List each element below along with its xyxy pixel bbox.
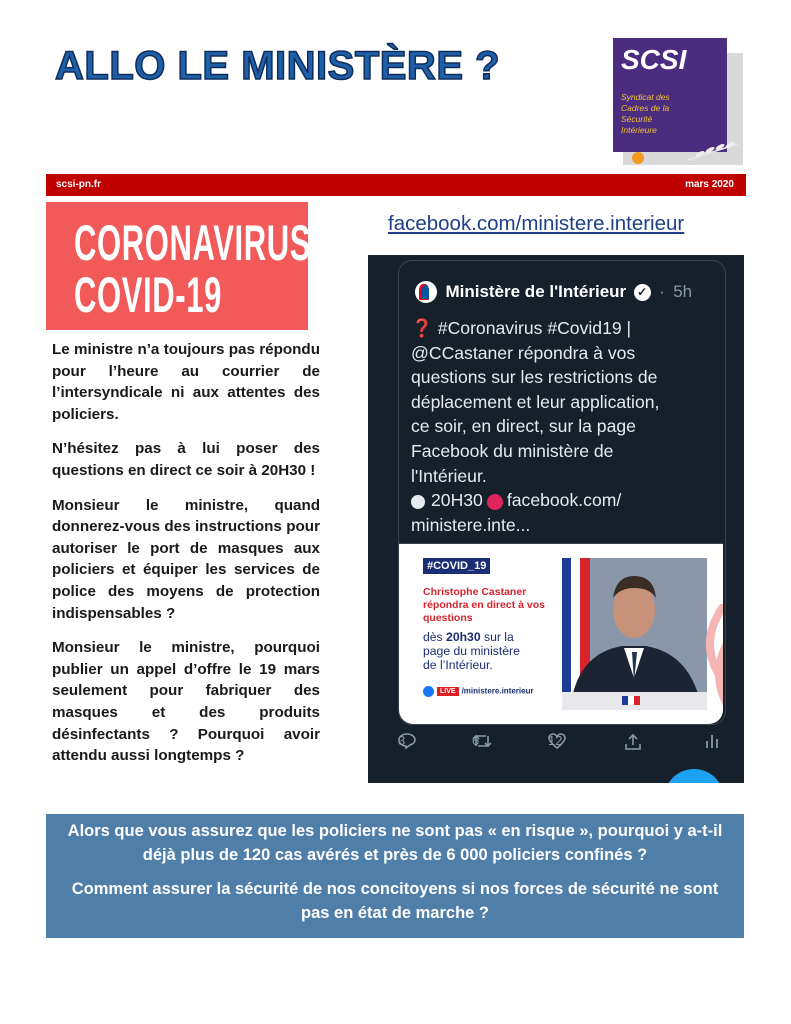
hashtag-label: #COVID_19 (423, 558, 490, 574)
banner-line-1: CORONAVIRUS (74, 215, 312, 271)
tweet-header (415, 281, 692, 307)
paragraph: Monsieur le ministre, quand donnerez-vous des instructions pour autoriser le port de masques aux policiers et équiper les services de police des moyens de protection indispensables ? (52, 496, 320, 622)
header-bar (46, 174, 746, 196)
tweet-line: l'Intérieur. (411, 465, 487, 486)
media-headline-line: questions (423, 612, 473, 624)
media-subtext-line: de l’Intérieur. (423, 658, 493, 672)
share-icon (624, 733, 642, 751)
paragraph: Monsieur le ministre, pourquoi publier un appel d’offre le 19 mars seulement pour fabriquer des masques et des produits désinfectants ? Pourquoi avoir attendu aussi longtemps ? (52, 639, 320, 765)
logo-line: Intérieure (621, 125, 657, 135)
tweet-time-dot: · (659, 282, 665, 301)
tweet-link[interactable]: facebook.com/ (506, 490, 622, 511)
media-subtext-part: sur la (480, 630, 514, 644)
tweet-time: 5h (673, 282, 693, 301)
like-count: 12 (548, 733, 563, 748)
media-subtext-line: page du ministère (423, 644, 520, 658)
paragraph: Le ministre n’a toujours pas répondu pour l’heure au courrier de l’intersyndicale ni aux attentes des policiers. (52, 341, 320, 423)
logo-line: Sécurité (621, 114, 653, 124)
facebook-handle: /ministere.interieur (461, 686, 534, 696)
tricolor-wave-decoration (695, 604, 723, 724)
issue-date: mars 2020 (685, 179, 734, 190)
tweet-line: Facebook du ministère de (411, 440, 614, 461)
logo-line: Syndicat des (621, 92, 670, 102)
media-headline-line: répondra en direct à vos (423, 599, 545, 611)
callout-question-2: Comment assurer la sécurité de nos concitoyens si nos forces de sécurité ne sont pas en état de marche ? (71, 880, 719, 922)
logo-brand: SCSI (621, 44, 687, 75)
laurel-branch-icon (686, 140, 740, 162)
tweet-text (411, 316, 717, 537)
tweet-time-text: 20H30 (431, 490, 483, 511)
tweet-actions (398, 733, 724, 753)
callout-question-1: Alors que vous assurez que les policiers ne sont pas « en risque », pourquoi y a-t-il déjà plus de 120 cas avérés et près de 6 000 policiers confinés ? (67, 822, 723, 864)
reply-button[interactable] (398, 733, 416, 749)
tweet-card[interactable] (398, 260, 726, 725)
retweet-count: 6 (472, 733, 480, 748)
media-headline-line: Christophe Castaner (423, 586, 527, 598)
tweet-author[interactable]: Ministère de l'Intérieur (445, 282, 627, 301)
callout-box (46, 814, 744, 938)
analytics-icon (704, 733, 720, 749)
like-button[interactable] (548, 733, 566, 749)
tweet-line: ❓ #Coronavirus #Covid19 | (411, 318, 632, 338)
scsi-logo (613, 38, 727, 152)
media-time: 20h30 (446, 630, 481, 644)
analytics-button[interactable] (704, 733, 720, 749)
tweet-line (411, 488, 717, 513)
minister-photo (562, 558, 707, 710)
tweet-line[interactable]: ministere.inte... (411, 514, 531, 535)
paragraph: N’hésitez pas à lui poser des questions en direct ce soir à 20H30 ! (52, 440, 320, 479)
compose-tweet-button[interactable] (664, 769, 724, 783)
media-subtext-part: dès (423, 630, 447, 644)
facebook-icon (423, 686, 434, 697)
verified-badge-icon: ✓ (634, 284, 651, 301)
tweet-line: déplacement et leur application, (411, 391, 660, 412)
media-headline (423, 586, 573, 625)
tweet-line: ce soir, en direct, sur la page (411, 416, 636, 437)
page-title: ALLO LE MINISTÈRE ? (55, 44, 501, 88)
live-row (423, 686, 534, 697)
facebook-link[interactable]: facebook.com/ministere.interieur (388, 212, 685, 235)
reply-count: 3 (398, 733, 406, 748)
media-subtext (423, 630, 573, 672)
tweet-media[interactable] (399, 543, 723, 724)
tweet-line: questions sur les restrictions de (411, 367, 658, 388)
live-badge: LIVE (437, 687, 459, 696)
site-url[interactable]: scsi-pn.fr (56, 179, 102, 190)
retweet-button[interactable] (472, 733, 492, 749)
banner-line-2: COVID-19 (74, 267, 222, 323)
red-circle-icon (487, 494, 503, 510)
article-body (52, 339, 320, 780)
tweet-line: @CCastaner répondra à vos (411, 342, 636, 363)
logo-subtitle (621, 92, 670, 136)
share-button[interactable] (624, 733, 642, 751)
clock-icon (411, 495, 425, 509)
covid-banner (46, 202, 312, 330)
tweet-screenshot (368, 255, 744, 783)
logo-line: Cadres de la (621, 103, 670, 113)
cgc-badge-icon (632, 152, 644, 164)
avatar[interactable] (415, 281, 437, 303)
